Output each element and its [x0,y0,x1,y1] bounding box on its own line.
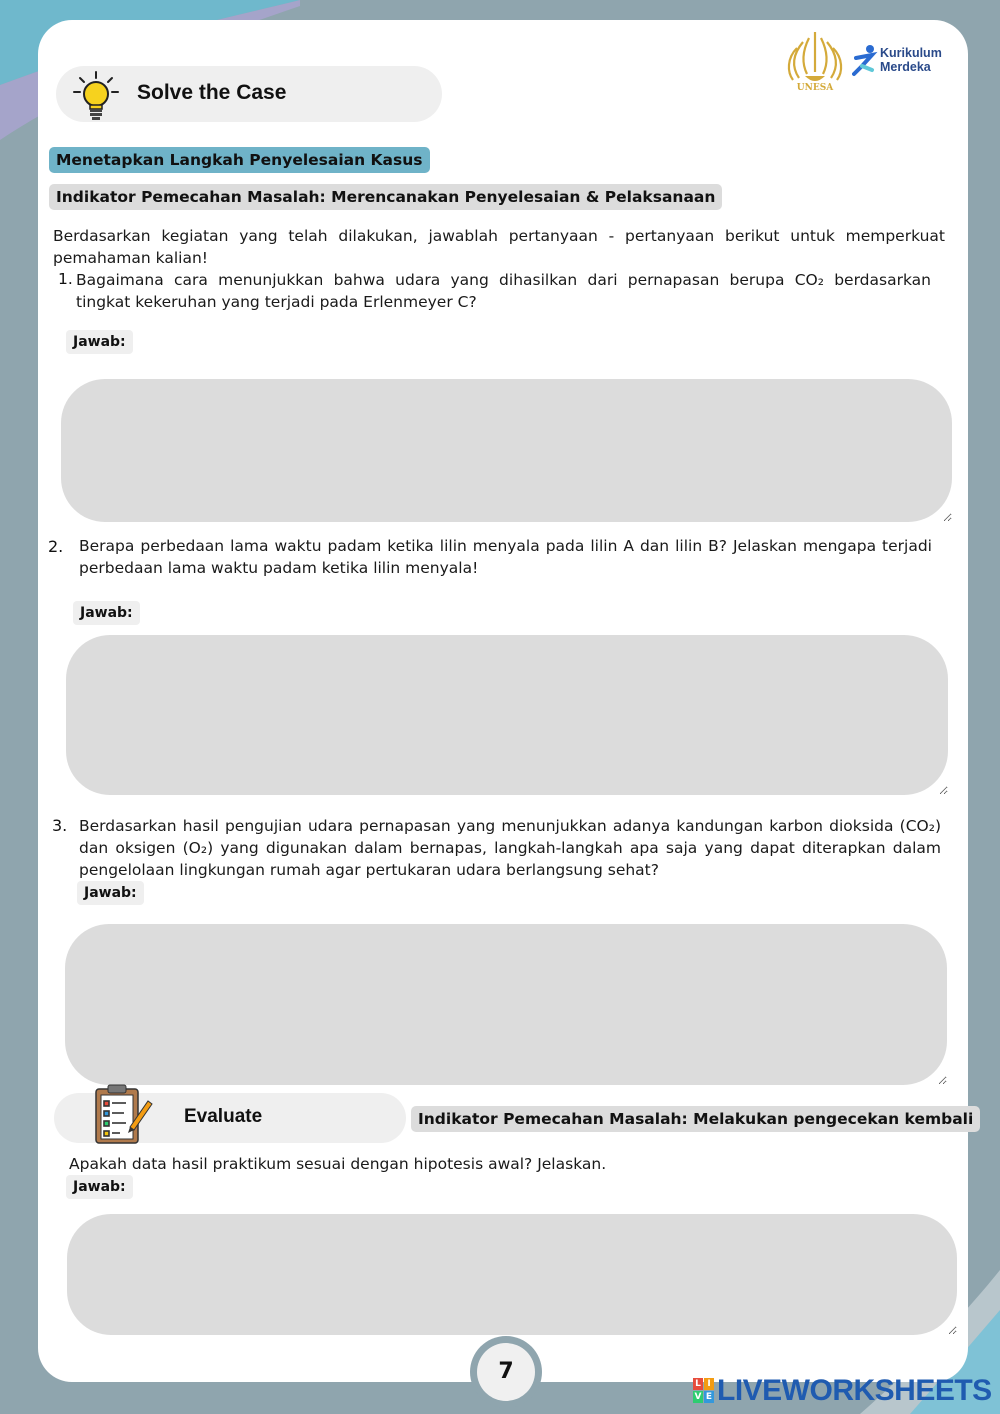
liveworksheets-text: LIVEWORKSHEETS [717,1374,992,1407]
question-1-answer-box[interactable] [61,379,952,522]
question-3-answer-label: Jawab: [77,881,144,905]
question-1-answer-label: Jawab: [66,330,133,354]
question-1-number: 1. [58,270,73,288]
kurikulum-merdeka-logo [852,44,952,80]
tag-indikator-merencanakan: Indikator Pemecahan Masalah: Merencanakan Penyelesaian & Pelaksanaan [49,184,722,210]
question-2-number: 2. [48,537,64,556]
live-badge [693,1378,715,1404]
question-2-text: Berapa perbedaan lama waktu padam ketika lilin menyala pada lilin A dan lilin B? Jelaskan mengapa terjadi perbedaan lama waktu padam ketika lilin menyala! [79,537,932,577]
tag-langkah-penyelesaian: Menetapkan Langkah Penyelesaian Kasus [49,147,430,173]
evaluate-answer-label: Jawab: [66,1175,133,1199]
intro-paragraph: Berdasarkan kegiatan yang telah dilakukan, jawablah pertanyaan - pertanyaan berikut untuk memperkuat pemahaman kalian! [53,227,945,267]
question-2-answer-label: Jawab: [73,601,140,625]
unesa-logo [783,28,847,98]
section-title-solve-the-case: Solve the Case [137,81,287,104]
clipboard-checklist-icon [90,1083,154,1147]
page-number: 7 [477,1343,535,1401]
unesa-emblem-icon [783,28,847,88]
page-number-badge [470,1336,542,1408]
question-1-text: Bagaimana cara menunjukkan bahwa udara yang dihasilkan dari pernapasan berupa CO₂ berdasarkan tingkat kekeruhan yang terjadi pada Erlenmeyer C? [76,271,931,311]
kurikulum-text-line1: Kurikulum [880,46,942,60]
kurikulum-figure-icon [852,44,878,78]
question-2-answer-box[interactable] [66,635,948,795]
tag-indikator-pengecekan: Indikator Pemecahan Masalah: Melakukan pengecekan kembali [411,1106,980,1132]
question-3-answer-box[interactable] [65,924,947,1085]
evaluate-answer-box[interactable] [67,1214,957,1335]
evaluate-question-text: Apakah data hasil praktikum sesuai dengan hipotesis awal? Jelaskan. [69,1155,607,1173]
section-title-evaluate: Evaluate [184,1106,263,1127]
kurikulum-text-line2: Merdeka [880,60,931,74]
lightbulb-icon [72,70,120,124]
liveworksheets-watermark [693,1374,993,1410]
live-badge-letter-l: L [693,1378,703,1390]
unesa-logo-text: UNESA [796,83,834,93]
live-badge-letter-v: V [694,1392,702,1402]
live-badge-letter-e: E [705,1392,713,1402]
question-3-number: 3. [52,816,68,835]
question-3-text: Berdasarkan hasil pengujian udara pernapasan yang menunjukkan adanya kandungan karbon dioksida (CO₂) dan oksigen (O₂) yang digunakan dalam bernapas, langkah-langkah apa saja yang dapat diterapkan dalam pengelolaan lingkungan rumah agar pertukaran udara berlangsung sehat? [79,817,941,879]
live-badge-letter-i: I [704,1378,714,1390]
